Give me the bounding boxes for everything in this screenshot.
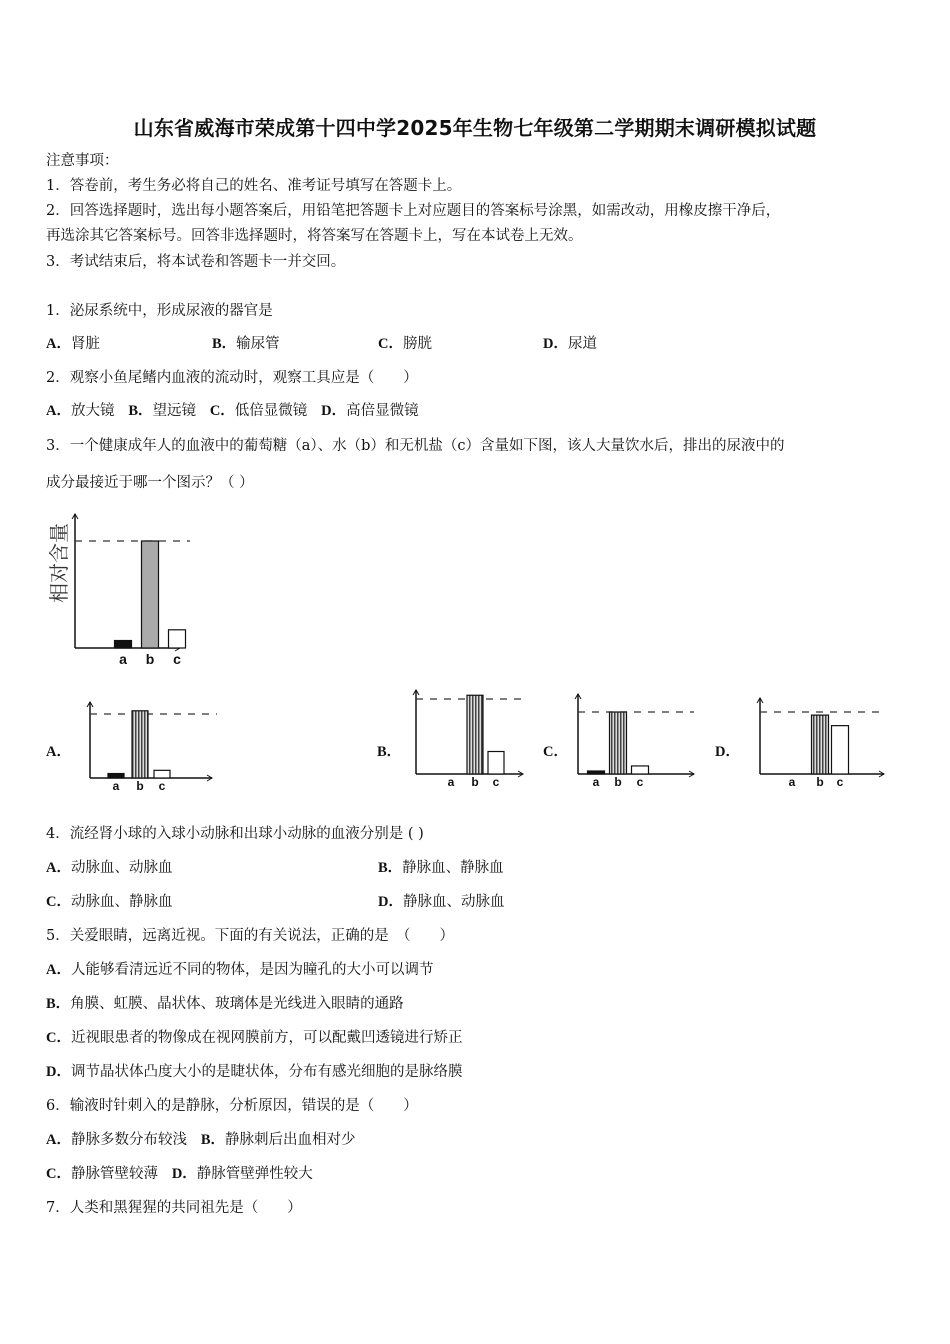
q5-option-c[interactable]: C．近视眼患者的物像成在视网膜前方，可以配戴凹透镜进行矫正 — [46, 1030, 463, 1046]
question-4-stem: 4．流经肾小球的入球小动脉和出球小动脉的血液分别是 ( ) — [46, 826, 424, 842]
question-6-stem: 6．输液时针刺入的是静脉，分析原因，错误的是（ ） — [46, 1098, 418, 1114]
q6-option-d[interactable]: D．静脉管壁弹性较大 — [171, 1166, 313, 1182]
q5-option-b[interactable]: B．角膜、虹膜、晶状体、玻璃体是光线进入眼睛的通路 — [46, 996, 404, 1012]
question-1-stem: 1．泌尿系统中，形成尿液的器官是 — [46, 303, 273, 319]
question-3-stem-line2: 成分最接近于哪一个图示？（ ） — [46, 475, 254, 491]
option-a-chart[interactable] — [72, 698, 222, 798]
note-item: 1．答卷前，考生务必将自己的姓名、准考证号填写在答题卡上。 — [46, 178, 462, 194]
y-axis-label: 相对含量 — [49, 523, 71, 603]
bar-a — [108, 774, 124, 778]
q3-option-c-label[interactable]: C． — [543, 744, 568, 760]
bar-b — [142, 541, 159, 648]
bar-c — [154, 770, 170, 778]
q6-options-row2 — [46, 1164, 313, 1184]
page-title: 山东省威海市荣成第十四中学2025年生物七年级第二学期期末调研模拟试题 — [133, 116, 817, 140]
tick-label-b: b — [816, 775, 824, 789]
q1-option-b[interactable]: B．输尿管 — [212, 336, 280, 352]
q4-option-c[interactable]: C．动脉血、静脉血 — [46, 894, 173, 910]
q4-option-d[interactable]: D．静脉血、动脉血 — [378, 894, 505, 910]
q3-option-b-label[interactable]: B． — [377, 744, 402, 760]
q1-option-d[interactable]: D．尿道 — [543, 336, 597, 352]
option-b-chart[interactable] — [403, 686, 533, 796]
tick-label-c: c — [836, 775, 844, 789]
tick-label-b: b — [145, 651, 155, 667]
tick-label-c: c — [158, 779, 166, 793]
q6-options-row1 — [46, 1130, 355, 1150]
q4-option-b[interactable]: B．静脉血、静脉血 — [378, 860, 504, 876]
note-item: 再选涂其它答案标号。回答非选择题时，将答案写在答题卡上，写在本试卷上无效。 — [46, 228, 583, 244]
tick-label-c: c — [173, 651, 181, 667]
q2-option-b[interactable]: B．望远镜 — [128, 403, 196, 419]
bar-c — [488, 752, 504, 775]
tick-label-b: b — [136, 779, 144, 793]
q2-option-c[interactable]: C．低倍显微镜 — [209, 403, 308, 419]
question-5-stem: 5．关爱眼睛，远离近视。下面的有关说法，正确的是 （ ） — [46, 928, 454, 944]
note-item: 2．回答选择题时，选出每小题答案后，用铅笔把答题卡上对应题目的答案标号涂黑，如需改动，用橡皮擦干净后， — [46, 203, 781, 219]
q5-option-a[interactable]: A．人能够看清远近不同的物体，是因为瞳孔的大小可以调节 — [46, 962, 434, 978]
q5-option-d[interactable]: D．调节晶状体凸度大小的是睫状体，分布有感光细胞的是脉络膜 — [46, 1064, 463, 1080]
q6-option-a[interactable]: A．静脉多数分布较浅 — [46, 1132, 187, 1148]
tick-label-a: a — [112, 779, 120, 793]
tick-label-a: a — [788, 775, 796, 789]
bar-b — [610, 712, 627, 774]
bar-a — [588, 771, 605, 774]
question-7-stem: 7．人类和黑猩猩的共同祖先是（ ） — [46, 1200, 302, 1216]
q2-option-d[interactable]: D．高倍显微镜 — [321, 403, 419, 419]
bar-b — [467, 695, 483, 774]
tick-label-c: c — [636, 775, 644, 789]
q1-option-a[interactable]: A．肾脏 — [46, 336, 100, 352]
option-d-chart[interactable] — [744, 694, 890, 796]
q2-option-a[interactable]: A．放大镜 — [46, 403, 115, 419]
option-c-chart[interactable] — [566, 690, 700, 796]
q6-option-c[interactable]: C．静脉管壁较薄 — [46, 1166, 158, 1182]
bar-c — [832, 726, 849, 774]
bar-a — [115, 641, 132, 648]
q4-option-a[interactable]: A．动脉血、动脉血 — [46, 860, 173, 876]
bar-c — [169, 630, 186, 648]
note-item: 3．考试结束后，将本试卷和答题卡一并交回。 — [46, 254, 346, 270]
q3-option-a-label[interactable]: A． — [46, 744, 71, 760]
tick-label-a: a — [592, 775, 600, 789]
q1-option-c[interactable]: C．膀胱 — [378, 336, 432, 352]
q3-option-d-label[interactable]: D． — [715, 744, 740, 760]
question-2-stem: 2．观察小鱼尾鳍内血液的流动时，观察工具应是（ ） — [46, 370, 418, 386]
q2-options — [46, 401, 419, 421]
notes-heading: 注意事项： — [46, 153, 119, 169]
tick-label-a: a — [447, 775, 455, 789]
tick-label-c: c — [492, 775, 500, 789]
tick-label-b: b — [614, 775, 622, 789]
bar-c — [632, 766, 649, 774]
main-bar-chart — [40, 508, 210, 678]
q6-option-b[interactable]: B．静脉刺后出血相对少 — [200, 1132, 356, 1148]
bar-b — [132, 711, 148, 778]
tick-label-b: b — [471, 775, 479, 789]
tick-label-a: a — [119, 651, 127, 667]
bar-b — [812, 715, 829, 774]
question-3-stem-line1: 3．一个健康成年人的血液中的葡萄糖（a）、水（b）和无机盐（c）含量如下图，该人大量饮水后，排出的尿液中的 — [46, 438, 785, 454]
